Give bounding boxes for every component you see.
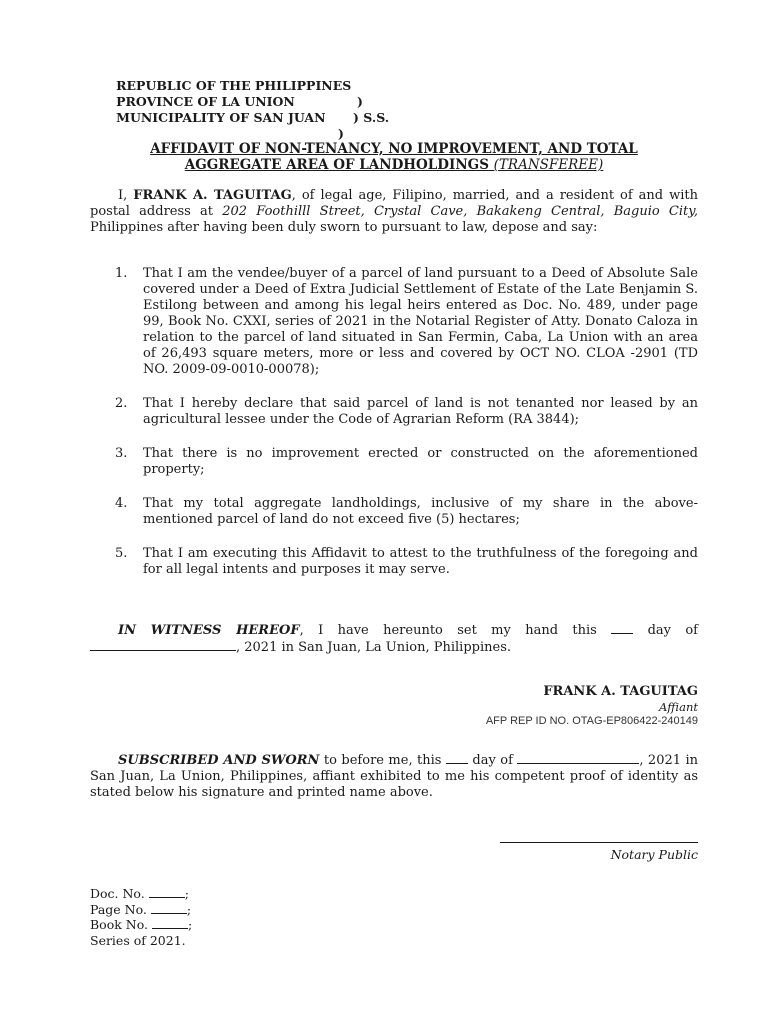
item-number: 4. <box>115 496 128 511</box>
page-no-blank <box>151 902 187 914</box>
item-number: 5. <box>115 546 128 561</box>
item-text: That my total aggregate landholdings, inclusive of my share in the above-mentioned parcel of land do not exceed five (5) hectares; <box>143 496 698 527</box>
venue-paren: ) <box>357 94 363 109</box>
venue-province: PROVINCE OF LA UNION <box>116 94 295 109</box>
month-blank <box>90 639 236 651</box>
witness-lead: IN WITNESS HEREOF <box>118 623 300 638</box>
item-number: 1. <box>115 266 128 281</box>
item-text: That I hereby declare that said parcel of land is not tenanted nor leased by an agricultural lessee under the Code of Agrarian Reform (RA 3844); <box>143 396 698 427</box>
item-text: That there is no improvement erected or constructed on the aforementioned property; <box>143 446 698 477</box>
month-blank <box>517 752 639 764</box>
title-transferee: (TRANSFEREE) <box>493 157 604 173</box>
venue-paren: ) <box>338 126 344 141</box>
jurat-text: day of <box>467 753 518 768</box>
affiant-signature-name: FRANK A. TAGUITAG <box>543 684 698 699</box>
witness-text: , 2021 in San Juan, La Union, Philippines. <box>236 640 512 655</box>
list-item <box>90 446 698 478</box>
declaration-list <box>90 266 698 596</box>
page-no-label: Page No. <box>90 901 151 917</box>
jurat-paragraph <box>90 752 698 801</box>
notary-block <box>500 842 698 863</box>
doc-no-label: Doc. No. <box>90 886 149 901</box>
witness-text: day of <box>633 623 698 638</box>
intro-paragraph <box>90 188 698 236</box>
item-number: 2. <box>115 396 128 411</box>
item-number: 3. <box>115 446 128 461</box>
jurat-lead: SUBSCRIBED AND SWORN <box>118 753 320 768</box>
list-item <box>90 496 698 528</box>
page-no-line: Page No. ; <box>90 901 192 917</box>
jurat-text: , 2021 in San Juan, La Union, Philippines, affiant exhibited to me his competent proof of identity as stated below his signature and printed name above. <box>90 753 699 800</box>
series-line: Series of 2021. <box>90 932 186 948</box>
venue-municipality: MUNICIPALITY OF SAN JUAN <box>116 110 326 125</box>
book-no-label: Book No. <box>90 917 152 932</box>
jurat-text: to before me, this <box>319 753 446 768</box>
witness-text: , I have hereunto set my hand this <box>299 623 612 638</box>
intro-prefix: I, <box>118 188 134 203</box>
document-title <box>90 141 698 173</box>
doc-no-line: Doc. No. ; <box>90 886 189 901</box>
intro-suffix: Philippines after having been duly sworn to pursuant to law, depose and say: <box>90 220 598 235</box>
item-text: That I am the vendee/buyer of a parcel of land pursuant to a Deed of Absolute Sale covered under a Deed of Extra Judicial Settlement of Estate of the Late Benjamin S. Estilong between and among his legal heirs entered as Doc. No. 489, under page 99, Book No. CXXI, series of 2021 in the Notarial Register of Atty. Donato Caloza in relation to the parcel of land situated in San Fermin, Caba, La Union with an area of 26,493 square meters, more or less and covered by OCT NO. CLOA -2901 (TD NO. 2009-09-0010-00078); <box>143 266 698 377</box>
afp-id: AFP REP ID NO. OTAG-EP806422-240149 <box>485 715 698 727</box>
affiant-name: FRANK A. TAGUITAG <box>133 188 292 203</box>
affiant-address: 202 Foothilll Street, Crystal Cave, Bakakeng Central, Baguio City, <box>222 204 699 219</box>
title-line-1: AFFIDAVIT OF NON-TENANCY, NO IMPROVEMENT, AND TOTAL <box>150 141 638 157</box>
notary-label: Notary Public <box>610 847 698 862</box>
doc-no-blank <box>149 886 185 898</box>
book-no-line: Book No. ; <box>90 917 193 932</box>
book-no-blank <box>152 917 188 929</box>
title-line-2 <box>90 157 698 173</box>
affiant-role: Affiant <box>658 700 698 714</box>
list-item <box>90 396 698 428</box>
list-item <box>90 546 698 578</box>
notarial-entries <box>90 886 192 948</box>
day-blank <box>446 752 468 764</box>
venue-block <box>90 62 390 141</box>
day-blank <box>611 622 633 634</box>
intro-mid: , of legal age, Filipino, married, and a resident of and with postal address at <box>90 188 698 219</box>
title-line-2-text: AGGREGATE AREA OF LANDHOLDINGS <box>184 157 489 173</box>
item-text: That I am executing this Affidavit to attest to the truthfulness of the foregoing and for all legal intents and purposes it may serve. <box>143 546 698 577</box>
list-item <box>90 266 698 378</box>
witness-paragraph <box>90 622 698 656</box>
venue-line <box>90 94 351 141</box>
venue-ss: ) S.S. <box>353 110 390 125</box>
venue-republic: REPUBLIC OF THE PHILIPPINES <box>116 78 352 93</box>
affiant-signature-block <box>486 684 698 728</box>
